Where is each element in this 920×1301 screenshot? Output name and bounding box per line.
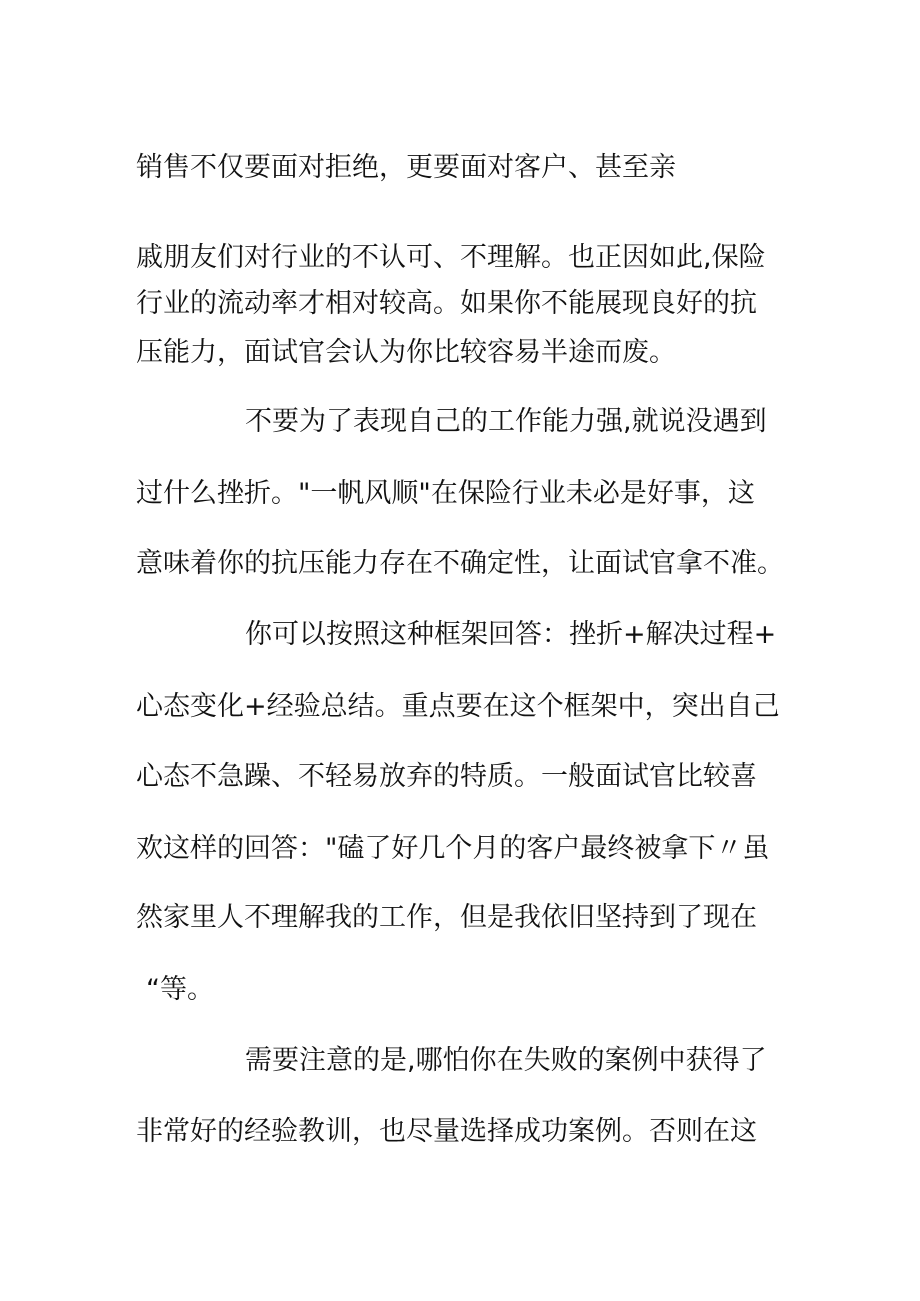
paragraph-3-line-6: “等。 bbox=[146, 974, 214, 1005]
paragraph-3-line-4: 欢这样的回答："磕了好几个月的客户最终被拿下〃虽 bbox=[136, 833, 770, 864]
paragraph-4-line-1: 需要注意的是,哪怕你在失败的案例中获得了 bbox=[245, 1045, 767, 1076]
paragraph-3-line-1: 你可以按照这种框架回答：挫折+解决过程+ bbox=[245, 619, 777, 650]
paragraph-2-line-1: 不要为了表现自己的工作能力强,就说没遇到 bbox=[245, 406, 767, 437]
paragraph-3-line-2: 心态变化+经验总结。重点要在这个框架中，突出自己 bbox=[136, 691, 780, 722]
text-line-3: 行业的流动率才相对较高。如果你不能展现良好的抗 bbox=[136, 288, 757, 319]
text-line-4: 压能力，面试官会认为你比较容易半途而废。 bbox=[136, 337, 676, 368]
paragraph-2-line-2: 过什么挫折。"一帆风顺"在保险行业未必是好事，这 bbox=[136, 478, 755, 509]
paragraph-4-line-2: 非常好的经验教训，也尽量选择成功案例。否则在这 bbox=[136, 1116, 757, 1147]
paragraph-2-line-3: 意味着你的抗压能力存在不确定性，让面试官拿不准。 bbox=[136, 548, 784, 579]
paragraph-3-line-5: 然家里人不理解我的工作，但是我依旧坚持到了现在 bbox=[136, 902, 757, 933]
text-line-2: 戚朋友们对行业的不认可、不理解。也正因如此,保险 bbox=[136, 242, 766, 273]
paragraph-3-line-3: 心态不急躁、不轻易放弃的特质。一般面试官比较喜 bbox=[136, 761, 757, 792]
text-line-1: 销售不仅要面对拒绝，更要面对客户、甚至亲 bbox=[136, 152, 676, 183]
